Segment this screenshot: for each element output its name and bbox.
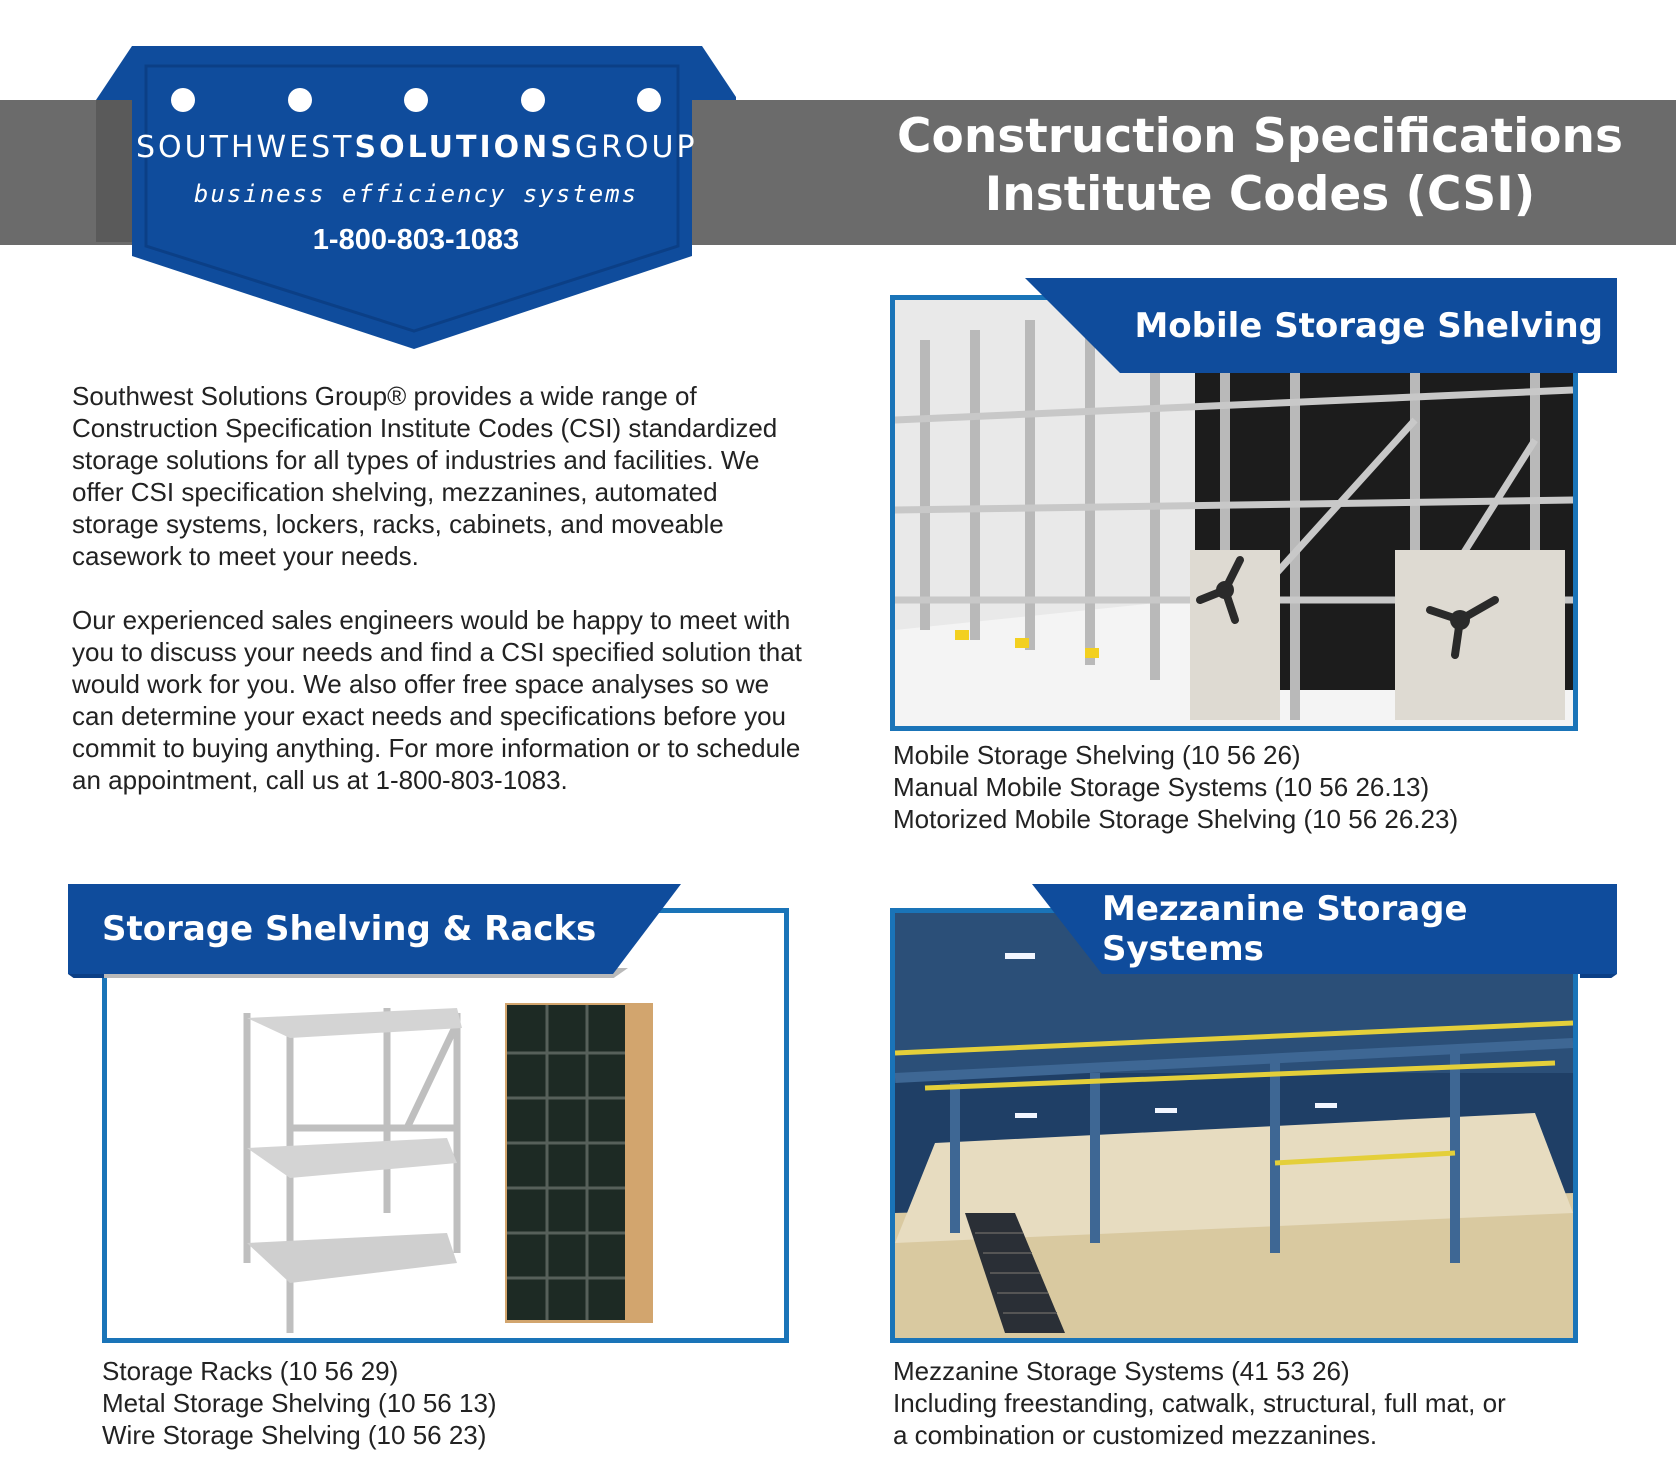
logo-brand-name — [136, 130, 696, 165]
mezzanine-banner-wrap — [1032, 884, 1617, 978]
page-title-line-1: Construction Specifications — [897, 109, 1623, 164]
caption-line: a combination or customized mezzanines. — [893, 1420, 1378, 1450]
page-title — [880, 108, 1640, 224]
mobile-shelving-captions — [893, 739, 1458, 835]
caption-line: Motorized Mobile Storage Shelving (10 56 26.23) — [893, 804, 1459, 834]
logo-brand-part: GROUP — [574, 130, 698, 165]
intro-text — [72, 380, 802, 828]
logo-dot — [171, 88, 195, 112]
caption-line: Manual Mobile Storage Systems (10 56 26.13) — [893, 772, 1430, 802]
racks-title: Storage Shelving & Racks — [102, 909, 597, 949]
caption-line: Storage Racks (10 56 29) — [102, 1356, 399, 1386]
logo-phone: 1-800-803-1083 — [312, 224, 520, 256]
logo-dot — [404, 88, 428, 112]
caption-line: Wire Storage Shelving (10 56 23) — [102, 1420, 487, 1450]
logo-dot — [637, 88, 661, 112]
logo-dot — [288, 88, 312, 112]
mobile-shelving-banner-wrap — [1025, 278, 1617, 373]
caption-line: Mobile Storage Shelving (10 56 26) — [893, 740, 1301, 770]
company-logo — [96, 46, 736, 351]
logo-dots — [171, 88, 661, 112]
logo-brand-part: SOUTHWEST — [136, 130, 355, 165]
caption-line: Mezzanine Storage Systems (41 53 26) — [893, 1356, 1350, 1386]
intro-paragraph-2: Our experienced sales engineers would be happy to meet with you to discuss your needs and find a CSI specified solution that would work for you. We also offer free space analyses so we can determine your exact needs and specifications before you commit to buying anything. For more information or to schedule an appointment, call us at 1-800-803-1083. — [72, 605, 802, 795]
racks-captions — [102, 1355, 497, 1451]
logo-brand-bold: SOLUTIONS — [354, 130, 575, 165]
mezzanine-title: Mezzanine Storage Systems — [1102, 889, 1468, 969]
mobile-shelving-title: Mobile Storage Shelving — [1134, 305, 1603, 346]
intro-paragraph-1: Southwest Solutions Group® provides a wide range of Construction Specification Institute Codes (CSI) standardized storage solutions for all types of industries and facilities. We offer CSI specification shelving, mezzanines, automated storage systems, lockers, racks, cabinets, and moveable casework to meet your needs. — [72, 381, 778, 571]
racks-banner-wrap — [68, 884, 681, 978]
page-title-line-2: Institute Codes (CSI) — [984, 167, 1536, 222]
caption-line: Metal Storage Shelving (10 56 13) — [102, 1388, 497, 1418]
logo-dot — [521, 88, 545, 112]
mezzanine-captions — [893, 1355, 1506, 1451]
caption-line: Including freestanding, catwalk, structural, full mat, or — [893, 1388, 1506, 1418]
logo-tagline: business efficiency systems — [193, 180, 639, 208]
